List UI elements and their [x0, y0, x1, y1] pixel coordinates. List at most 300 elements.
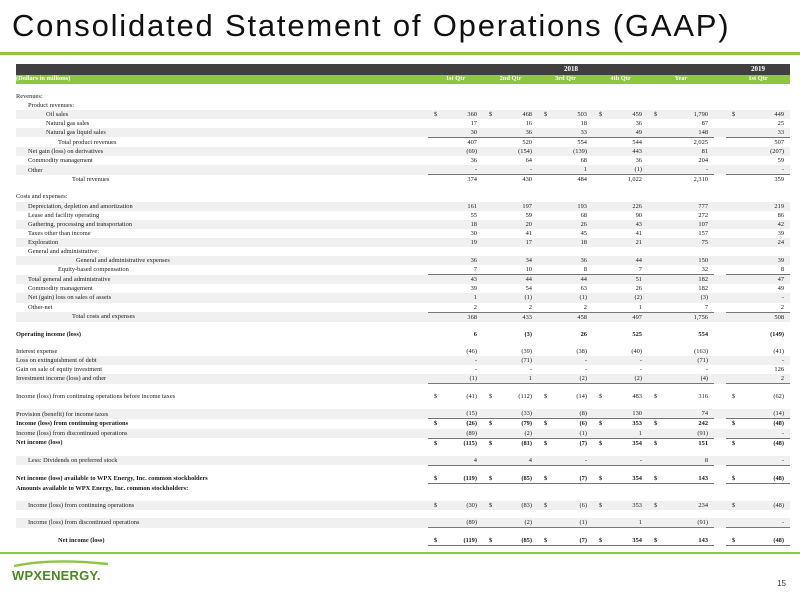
value-text: -	[639, 356, 642, 364]
value-text: 8	[704, 456, 709, 464]
value-cell	[538, 303, 593, 313]
value-text: (81)	[521, 439, 532, 447]
value-cell	[593, 483, 648, 493]
value-text: 368	[467, 313, 477, 321]
value-cell	[483, 220, 538, 229]
spacer-cell	[593, 510, 648, 518]
value-text: 143	[698, 537, 709, 545]
value-text: 36	[580, 257, 587, 265]
value-cell	[726, 175, 790, 185]
value-cell	[538, 256, 593, 265]
spacer-cell	[538, 84, 593, 92]
value-text: (112)	[518, 393, 532, 401]
value-cell	[483, 156, 538, 165]
spacer-cell	[648, 448, 714, 456]
spacer-cell	[428, 384, 483, 393]
value-text: 433	[522, 313, 532, 321]
value-cell	[538, 165, 593, 175]
row-label: Income (loss) from continuing operations before income taxes	[16, 393, 176, 401]
statement-body	[16, 84, 790, 546]
value-cell	[538, 247, 593, 256]
value-text: 525	[632, 330, 642, 338]
table-row	[16, 456, 790, 466]
value-cell	[593, 456, 648, 466]
value-cell	[648, 147, 714, 156]
value-cell	[538, 392, 593, 401]
value-text: (41)	[773, 347, 785, 355]
table-row	[16, 518, 790, 528]
table-row	[16, 137, 790, 147]
column-gap	[714, 165, 726, 175]
value-cell	[483, 483, 538, 493]
value-cell	[428, 192, 483, 201]
currency-symbol: $	[599, 420, 603, 428]
value-cell	[726, 229, 790, 238]
value-cell	[538, 312, 593, 322]
value-cell	[648, 238, 714, 247]
value-cell	[593, 284, 648, 293]
value-cell	[648, 202, 714, 211]
value-cell	[538, 175, 593, 185]
value-cell	[483, 137, 538, 147]
value-cell	[483, 229, 538, 238]
spacer-cell	[714, 465, 726, 474]
year-2018-label: 2018	[428, 64, 714, 75]
value-text: 4	[473, 456, 477, 464]
value-cell	[483, 101, 538, 110]
column-gap	[714, 419, 726, 429]
value-text: 1	[583, 166, 587, 174]
value-cell	[726, 312, 790, 322]
spacer-cell	[648, 84, 714, 92]
table-row	[16, 284, 790, 293]
spacer-cell	[483, 401, 538, 409]
value-cell	[648, 137, 714, 147]
currency-symbol: $	[489, 501, 493, 509]
currency-symbol: $	[434, 393, 438, 401]
value-cell	[726, 429, 790, 439]
value-text: (1)	[579, 429, 587, 437]
value-text: -	[639, 456, 642, 464]
row-label: Loss on extinguishment of debt	[16, 356, 428, 365]
value-cell	[538, 536, 593, 546]
value-cell	[593, 330, 648, 339]
table-row	[16, 165, 790, 175]
table-row	[16, 202, 790, 211]
value-text: 2	[528, 303, 532, 311]
row-label: Income (loss) from continuing operations	[16, 420, 129, 428]
value-text: 39	[777, 229, 785, 237]
spacer-cell	[714, 448, 726, 456]
column-gap	[714, 175, 726, 185]
value-text: (6)	[579, 501, 587, 509]
value-text: 51	[635, 276, 642, 284]
value-cell	[483, 92, 538, 101]
value-text: (1)	[524, 294, 532, 302]
value-text: (79)	[521, 420, 532, 428]
spacer-row	[16, 465, 790, 474]
value-cell	[428, 128, 483, 138]
value-cell	[428, 229, 483, 238]
value-text: 39	[777, 257, 785, 265]
value-cell	[593, 220, 648, 229]
value-cell	[538, 128, 593, 138]
column-gap	[714, 293, 726, 302]
value-text: 204	[698, 157, 709, 165]
value-text: 25	[777, 119, 785, 127]
value-text: 75	[701, 238, 709, 246]
spacer-cell	[593, 448, 648, 456]
value-cell	[648, 211, 714, 220]
value-text: 59	[525, 211, 532, 219]
currency-symbol: $	[654, 110, 658, 118]
value-text: (91)	[697, 429, 709, 437]
spacer-cell	[428, 401, 483, 409]
value-cell	[726, 303, 790, 313]
value-text: -	[781, 356, 785, 364]
table-row	[16, 110, 790, 119]
column-gap	[714, 192, 726, 201]
value-text: 2,310	[693, 176, 709, 184]
value-cell	[428, 293, 483, 302]
value-cell	[726, 247, 790, 256]
value-cell	[648, 229, 714, 238]
value-text: (46)	[466, 347, 477, 355]
value-text: 443	[632, 148, 642, 156]
spacer-cell	[648, 184, 714, 192]
value-cell	[428, 156, 483, 165]
row-label: Taxes other than income	[28, 229, 91, 237]
spacer-cell	[538, 322, 593, 330]
value-cell	[593, 419, 648, 429]
column-gap	[714, 101, 726, 110]
currency-symbol: $	[732, 537, 736, 545]
row-label: Provision (benefit) for income taxes	[16, 409, 428, 419]
column-gap	[714, 110, 726, 119]
value-text: 6	[473, 330, 477, 338]
value-text: 32	[701, 266, 709, 274]
row-label: Gathering, processing and transportation	[16, 220, 428, 229]
value-cell	[483, 374, 538, 384]
value-text: 161	[467, 202, 477, 210]
row-label: Net income (loss)	[16, 439, 63, 447]
currency-symbol: $	[654, 439, 658, 447]
value-text: 34	[525, 257, 532, 265]
spacer-cell	[714, 384, 726, 393]
value-text: -	[584, 456, 587, 464]
page-title: Consolidated Statement of Operations (GAAP)	[12, 8, 731, 43]
currency-symbol: $	[654, 474, 658, 482]
spacer-cell	[593, 322, 648, 330]
value-cell	[648, 284, 714, 293]
spacer-cell	[483, 384, 538, 393]
value-cell	[538, 518, 593, 528]
spacer-cell	[483, 528, 538, 537]
value-text: -	[781, 166, 785, 174]
value-text: 2	[780, 375, 785, 383]
value-text: 55	[470, 211, 477, 219]
value-cell	[538, 147, 593, 156]
row-label: General and administrative expenses	[16, 256, 428, 265]
column-gap	[714, 229, 726, 238]
value-text: 44	[525, 276, 532, 284]
row-label: Gain on sale of equity investment	[16, 366, 103, 374]
value-cell	[483, 175, 538, 185]
spacer-cell	[16, 384, 428, 393]
spacer-cell	[16, 448, 428, 456]
value-text: 63	[580, 285, 587, 293]
row-label: Amounts available to WPX Energy, Inc. common stockholders:	[16, 484, 189, 492]
value-text: -	[705, 366, 709, 374]
page-number: 15	[777, 579, 786, 588]
row-label: Net gain (loss) on derivatives	[16, 147, 428, 156]
value-cell	[538, 229, 593, 238]
value-text: (39)	[521, 347, 532, 355]
value-text: (149)	[770, 330, 785, 338]
value-cell	[483, 456, 538, 466]
column-header-row	[16, 75, 790, 84]
value-cell	[483, 438, 538, 448]
value-text: 157	[698, 229, 709, 237]
value-cell	[648, 293, 714, 302]
value-cell	[483, 409, 538, 419]
spacer-cell	[714, 493, 726, 501]
value-text: 354	[632, 474, 642, 482]
spacer-cell	[483, 493, 538, 501]
value-cell	[428, 330, 483, 339]
value-cell	[593, 110, 648, 119]
table-row	[16, 293, 790, 302]
value-text: 7	[473, 266, 477, 274]
currency-symbol: $	[434, 474, 438, 482]
value-cell	[726, 536, 790, 546]
value-text: 90	[635, 211, 642, 219]
row-label: Total revenues	[72, 176, 110, 184]
value-text: 36	[635, 119, 642, 127]
value-text: (38)	[576, 347, 587, 355]
value-cell	[428, 501, 483, 510]
value-text: 1,756	[693, 313, 709, 321]
value-text: (7)	[579, 537, 587, 545]
value-cell	[483, 119, 538, 128]
value-text: 508	[774, 313, 785, 321]
table-row	[16, 429, 790, 439]
spacer-cell	[726, 339, 790, 347]
row-label: Income (loss) from discontinued operations	[16, 429, 428, 439]
value-text: (48)	[773, 474, 785, 482]
value-text: 554	[698, 330, 709, 338]
value-cell	[593, 356, 648, 365]
currency-symbol: $	[544, 501, 548, 509]
value-cell	[648, 409, 714, 419]
row-label: Interest expense	[16, 347, 58, 355]
value-cell	[483, 202, 538, 211]
value-cell	[726, 518, 790, 528]
spacer-cell	[648, 339, 714, 347]
value-cell	[483, 247, 538, 256]
value-cell	[428, 438, 483, 448]
value-cell	[726, 238, 790, 247]
value-text: 7	[638, 266, 642, 274]
value-cell	[483, 392, 538, 401]
spacer-cell	[726, 401, 790, 409]
value-cell	[428, 419, 483, 429]
value-text: 353	[632, 501, 642, 509]
table-row	[16, 156, 790, 165]
value-cell	[538, 356, 593, 365]
value-cell	[538, 483, 593, 493]
value-text: 1	[638, 519, 642, 527]
value-text: 430	[522, 176, 532, 184]
value-cell	[483, 147, 538, 156]
value-text: (83)	[521, 501, 532, 509]
value-cell	[428, 347, 483, 356]
value-cell	[593, 501, 648, 510]
value-cell	[538, 429, 593, 439]
value-text: 360	[467, 110, 477, 118]
value-cell	[483, 128, 538, 138]
value-text: 26	[580, 330, 587, 338]
value-cell	[483, 256, 538, 265]
spacer-cell	[648, 510, 714, 518]
value-cell	[428, 275, 483, 285]
value-text: 520	[522, 138, 532, 146]
spacer-cell	[483, 184, 538, 192]
value-text: (7)	[579, 474, 587, 482]
value-text: -	[584, 366, 587, 374]
column-gap	[714, 536, 726, 546]
column-gap	[714, 265, 726, 275]
value-text: 272	[698, 211, 709, 219]
currency-symbol: $	[732, 501, 736, 509]
row-label: Less: Dividends on preferred stock	[16, 456, 428, 466]
value-text: 359	[774, 176, 785, 184]
value-cell	[483, 211, 538, 220]
value-cell	[428, 92, 483, 101]
table-row	[16, 119, 790, 128]
value-cell	[538, 347, 593, 356]
value-text: 484	[577, 176, 587, 184]
value-text: 316	[698, 393, 709, 401]
value-cell	[428, 220, 483, 229]
value-cell	[483, 518, 538, 528]
spacer-cell	[16, 528, 428, 537]
spacer-cell	[593, 493, 648, 501]
column-gap	[714, 356, 726, 365]
value-text: 1	[528, 375, 532, 383]
value-text: 18	[580, 238, 587, 246]
spacer-cell	[714, 322, 726, 330]
value-text: 59	[777, 157, 785, 165]
value-cell	[428, 429, 483, 439]
value-text: 87	[701, 119, 709, 127]
value-cell	[428, 211, 483, 220]
spacer-row	[16, 184, 790, 192]
value-cell	[538, 92, 593, 101]
value-cell	[538, 119, 593, 128]
spacer-cell	[714, 184, 726, 192]
value-text: (6)	[579, 420, 587, 428]
spacer-cell	[648, 465, 714, 474]
value-cell	[648, 429, 714, 439]
value-text: 21	[635, 238, 642, 246]
column-gap	[714, 256, 726, 265]
value-cell	[538, 501, 593, 510]
value-text: 354	[632, 439, 642, 447]
value-cell	[726, 356, 790, 365]
value-cell	[538, 156, 593, 165]
value-text: 374	[467, 176, 477, 184]
value-cell	[593, 92, 648, 101]
currency-symbol: $	[544, 537, 548, 545]
value-text: 193	[577, 202, 587, 210]
value-cell	[648, 175, 714, 185]
column-gap	[714, 202, 726, 211]
currency-symbol: $	[489, 110, 493, 118]
value-text: 10	[525, 266, 532, 274]
row-label: Costs and expenses:	[16, 193, 68, 201]
value-text: (71)	[521, 356, 532, 364]
spacer-cell	[428, 84, 483, 92]
spacer-cell	[16, 465, 428, 474]
spacer-cell	[428, 322, 483, 330]
value-cell	[483, 284, 538, 293]
currency-symbol: $	[654, 537, 658, 545]
column-gap	[714, 474, 726, 484]
value-text: (71)	[697, 356, 709, 364]
value-cell	[483, 365, 538, 374]
value-text: 49	[777, 285, 785, 293]
value-cell	[648, 518, 714, 528]
currency-symbol: $	[434, 501, 438, 509]
value-text: 49	[635, 128, 642, 136]
value-cell	[593, 293, 648, 302]
currency-symbol: $	[489, 537, 493, 545]
value-cell	[648, 101, 714, 110]
value-cell	[483, 293, 538, 302]
table-row	[16, 330, 790, 339]
spacer-row	[16, 322, 790, 330]
value-cell	[593, 347, 648, 356]
col-header-gap	[714, 75, 726, 84]
year-header-spacer	[16, 64, 428, 75]
spacer-cell	[726, 84, 790, 92]
value-text: 41	[525, 229, 532, 237]
value-cell	[483, 303, 538, 313]
column-gap	[714, 303, 726, 313]
value-text: -	[781, 429, 785, 437]
spacer-cell	[538, 184, 593, 192]
value-text: 1,790	[693, 110, 709, 118]
value-text: (26)	[466, 420, 477, 428]
table-row	[16, 256, 790, 265]
currency-symbol: $	[489, 393, 493, 401]
value-text: (14)	[576, 393, 587, 401]
value-cell	[726, 438, 790, 448]
value-text: (14)	[773, 410, 785, 418]
row-label: Income (loss) from discontinued operations	[16, 518, 428, 528]
value-text: 4	[528, 456, 532, 464]
currency-symbol: $	[599, 537, 603, 545]
value-text: (48)	[773, 439, 785, 447]
value-text: 20	[525, 220, 532, 228]
value-cell	[726, 220, 790, 229]
value-cell	[593, 303, 648, 313]
value-cell	[483, 312, 538, 322]
row-label: General and administrative:	[28, 248, 99, 255]
value-text: 47	[777, 276, 785, 284]
table-row	[16, 275, 790, 285]
